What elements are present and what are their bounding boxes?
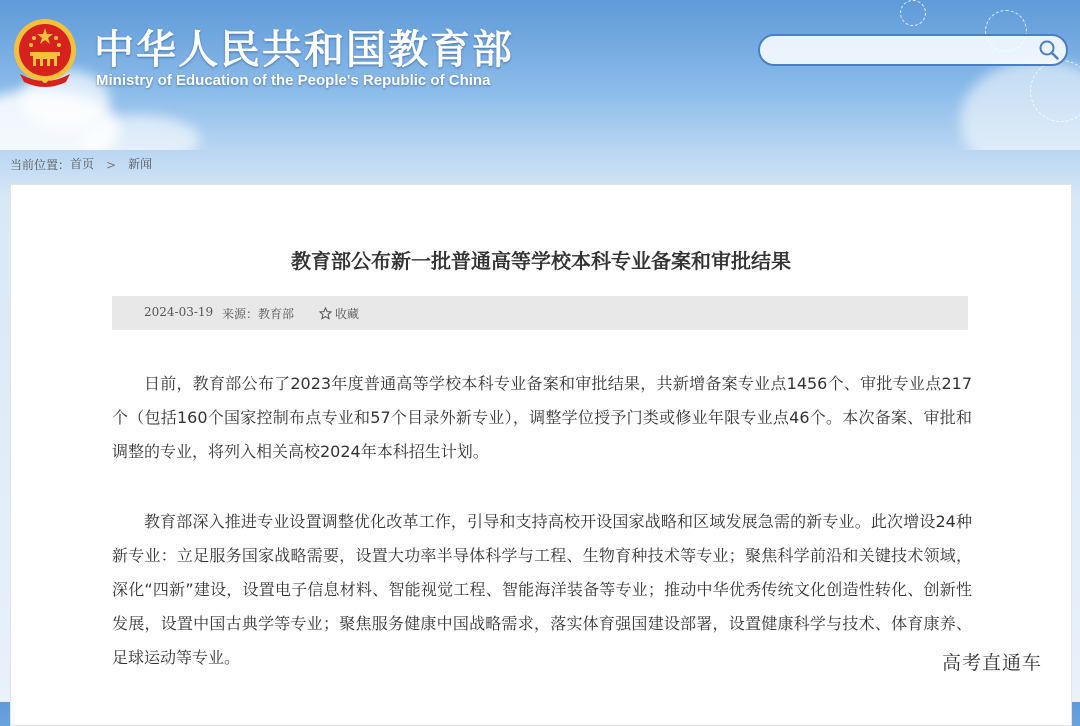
chevron-right-icon: > [106,157,117,172]
search-box [758,34,1068,66]
article-date: 2024-03-19 [144,305,214,319]
article-source: 来源：教育部 [222,307,295,321]
breadcrumb-news-link[interactable]: 新闻 [128,157,153,171]
article-paragraph: 教育部深入推进专业设置调整优化改革工作，引导和支持高校开设国家战略和区域发展急需的新专业。此次增设24种新专业：立足服务国家战略需要，设置大功率半导体科学与工程、生物育种技术等专业；聚焦科学前沿和关键技术领域，深化“四新”建设，设置电子信息材料、智能视觉工程、智能海洋装备等专业；推动中华优秀传统文化创造性转化、创新性发展，设置中国古典学等专业；聚焦服务健康中国战略需求，落实体育强国建设部署，设置健康科学与技术、体育康养、足球运动等专业。 [112,512,972,667]
article-meta-bar [112,296,968,330]
site-title-english[interactable]: Ministry of Education of the People's Republic of China [96,72,491,89]
favorite-label: 收藏 [335,307,360,321]
article-paragraph: 日前，教育部公布了2023年度普通高等学校本科专业备案和审批结果，共新增备案专业点1456个、审批专业点217个（包括160个国家控制布点专业和57个目录外新专业），调整学位授予门类或修业年限专业点46个。本次备案、审批和调整的专业，将列入相关高校2024年本科招生计划。 [112,374,972,461]
dandelion-decoration [900,0,926,26]
article-body [112,367,972,711]
watermark-text: 高考直通车 [942,652,1043,674]
breadcrumb [10,155,152,173]
breadcrumb-home-link[interactable]: 首页 [70,157,95,171]
search-icon[interactable] [1038,39,1060,61]
article-title: 教育部公布新一批普通高等学校本科专业备案和审批结果 [291,249,791,273]
search-input[interactable] [772,40,1036,62]
site-title-chinese[interactable]: 中华人民共和国教育部 [94,27,514,73]
breadcrumb-label: 当前位置： [10,158,71,172]
star-icon [319,307,332,320]
favorite-button[interactable] [319,305,359,322]
national-emblem-icon[interactable] [12,16,78,88]
site-header [0,0,1080,150]
article-panel [10,184,1072,726]
